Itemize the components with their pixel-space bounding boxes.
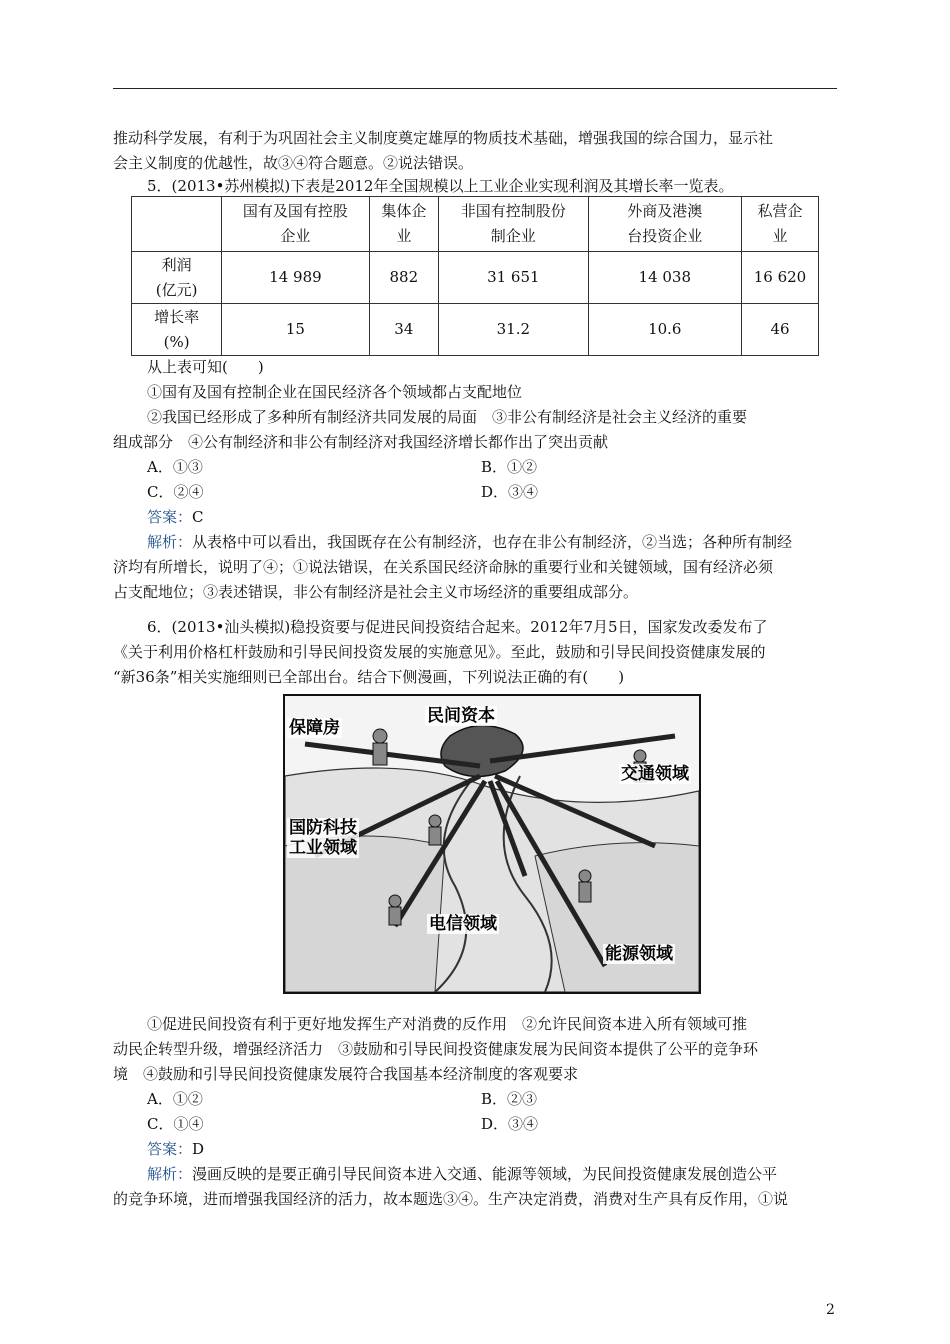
table-cell: 882 <box>369 252 438 304</box>
row-label: 增长率 (%) <box>132 304 222 356</box>
cartoon-label-telecom: 电信领域 <box>429 914 497 934</box>
table-row <box>132 304 819 356</box>
q5-explain-2: 济均有所增长，说明了④；①说法错误，在关系国民经济命脉的重要行业和关键领域，国有经济必须 <box>113 558 774 576</box>
cartoon-label-housing: 保障房 <box>289 718 340 738</box>
q5-option-a[interactable]: A．①③ <box>147 458 203 476</box>
header-rule <box>113 88 837 89</box>
continuation-line-1: 推动科学发展，有利于为巩固社会主义制度奠定雄厚的物质技术基础，增强我国的综合国力，显示社 <box>113 129 774 147</box>
table-header-cell: 外商及港澳 台投资企业 <box>588 197 741 252</box>
table-header-cell: 国有及国有控股 企业 <box>222 197 369 252</box>
q6-option-a[interactable]: A．①② <box>147 1090 203 1108</box>
q5-answer: 答案：C <box>147 508 204 526</box>
table-header-cell: 私营企 业 <box>741 197 818 252</box>
cartoon-label-energy: 能源领域 <box>605 944 673 964</box>
table-header-row <box>132 197 819 252</box>
q6-statement-1b: 动民企转型升级，增强经济活力 ③鼓励和引导民间投资健康发展为民间资本提供了公平的竞争环 <box>113 1040 759 1058</box>
cartoon-label-defense-1: 国防科技 <box>289 818 357 838</box>
table-cell: 46 <box>741 304 818 356</box>
table-header-cell <box>132 197 222 252</box>
q5-statement-2a: ②我国已经形成了多种所有制经济共同发展的局面 ③非公有制经济是社会主义经济的重要 <box>147 408 748 426</box>
cartoon-label-transport: 交通领域 <box>621 764 689 784</box>
page-number: 2 <box>826 1302 835 1318</box>
table-cell: 14 989 <box>222 252 369 304</box>
q6-stem-1: 6．(2013•汕头模拟)稳投资要与促进民间投资结合起来。2012年7月5日，国家发改委发布了 <box>147 618 768 636</box>
table-cell: 16 620 <box>741 252 818 304</box>
q6-explain-1: 解析：漫画反映的是要正确引导民间资本进入交通、能源等领域，为民间投资健康发展创造公平 <box>147 1165 778 1183</box>
q5-explain-1: 解析：从表格中可以看出，我国既存在公有制经济，也存在非公有制经济，②当选；各种所有制经 <box>147 533 793 551</box>
q5-explain-3: 占支配地位；③表述错误，非公有制经济是社会主义市场经济的重要组成部分。 <box>113 583 639 601</box>
q5-stem: 5．(2013•苏州模拟)下表是2012年全国规模以上工业企业实现利润及其增长率一览表。 <box>147 177 734 195</box>
table-header-cell: 非国有控制股份 制企业 <box>439 197 589 252</box>
table-cell: 34 <box>369 304 438 356</box>
table-header-cell: 集体企 业 <box>369 197 438 252</box>
cartoon-label-private-capital: 民间资本 <box>427 706 495 726</box>
q6-statement-1a: ①促进民间投资有利于更好地发挥生产对消费的反作用 ②允许民间资本进入所有领域可推 <box>147 1015 748 1033</box>
cartoon-label-defense-2: 工业领域 <box>289 838 357 858</box>
q6-option-d[interactable]: D．③④ <box>481 1115 539 1133</box>
q5-statement-2b: 组成部分 ④公有制经济和非公有制经济对我国经济增长都作出了突出贡献 <box>113 433 609 451</box>
q6-stem-3: “新36条”相关实施细则已全部出台。结合下侧漫画，下列说法正确的有( ) <box>113 668 625 686</box>
q5-option-b[interactable]: B．①② <box>481 458 538 476</box>
investment-cartoon <box>283 694 701 994</box>
q6-option-c[interactable]: C．①④ <box>147 1115 204 1133</box>
row-label: 利润 (亿元) <box>132 252 222 304</box>
table-cell: 15 <box>222 304 369 356</box>
table-row <box>132 252 819 304</box>
q6-answer: 答案：D <box>147 1140 205 1158</box>
q6-explain-2: 的竞争环境，进而增强我国经济的活力，故本题选③④。生产决定消费，消费对生产具有反作用，①说 <box>113 1190 789 1208</box>
q5-question: 从上表可知( ) <box>147 358 264 376</box>
table-cell: 14 038 <box>588 252 741 304</box>
table-cell: 31.2 <box>439 304 589 356</box>
q6-option-b[interactable]: B．②③ <box>481 1090 538 1108</box>
continuation-line-2: 会主义制度的优越性，故③④符合题意。②说法错误。 <box>113 154 474 172</box>
table-cell: 10.6 <box>588 304 741 356</box>
q5-statement-1: ①国有及国有控制企业在国民经济各个领域都占支配地位 <box>147 383 523 401</box>
q5-profit-table <box>131 196 819 356</box>
table-cell: 31 651 <box>439 252 589 304</box>
q5-option-c[interactable]: C．②④ <box>147 483 204 501</box>
q6-statement-1c: 境 ④鼓励和引导民间投资健康发展符合我国基本经济制度的客观要求 <box>113 1065 579 1083</box>
q5-option-d[interactable]: D．③④ <box>481 483 539 501</box>
q6-stem-2: 《关于利用价格杠杆鼓励和引导民间投资发展的实施意见》。至此，鼓励和引导民间投资健康发展的 <box>113 643 766 661</box>
